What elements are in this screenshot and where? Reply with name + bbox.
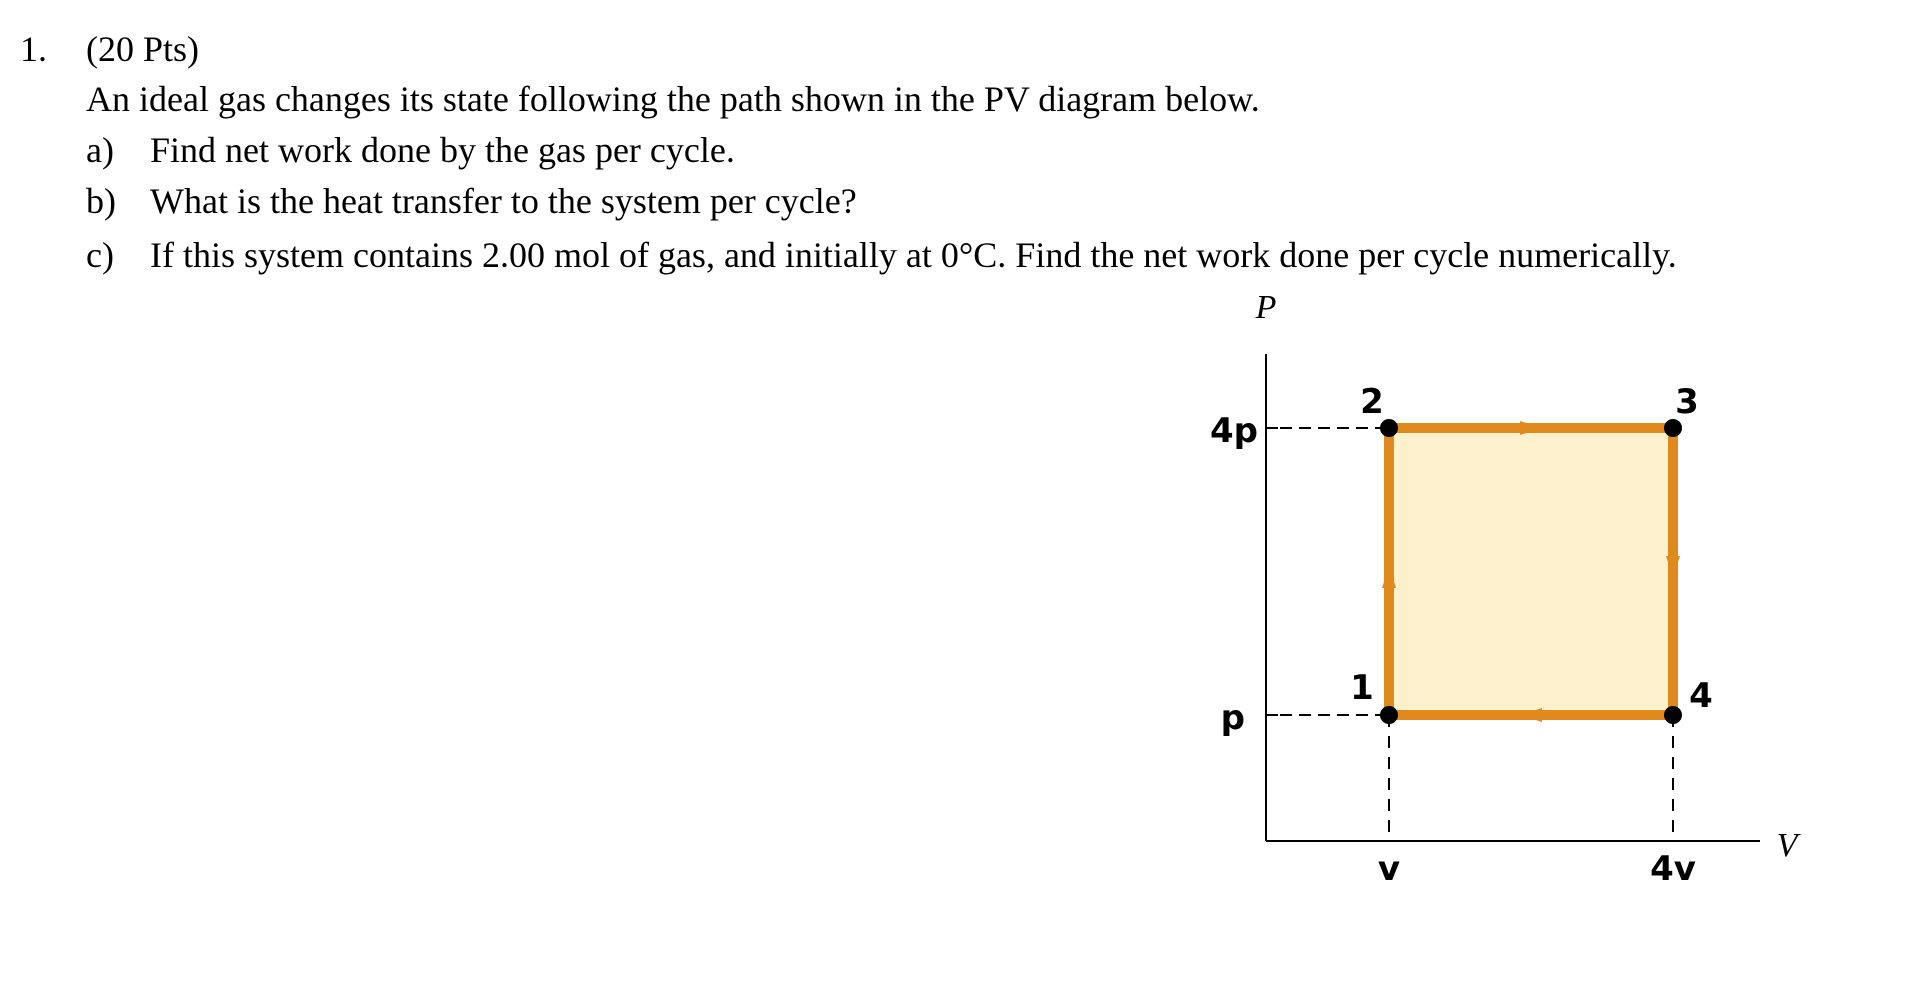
part-b-text: What is the heat transfer to the system per cycle? [150,181,857,221]
point-1-label: 1 [1350,668,1374,708]
part-b-label: b) [86,181,116,221]
v-axis-label: V [1776,827,1798,864]
point-4 [1664,706,1682,724]
x-tick-4v: 4v [1650,849,1696,889]
point-4-label: 4 [1689,676,1713,716]
part-c-label: c) [86,235,114,275]
y-tick-p: p [1220,698,1245,738]
point-1 [1380,706,1398,724]
part-a-label: a) [86,130,114,170]
part-a-text: Find net work done by the gas per cycle. [150,130,735,170]
question-intro: An ideal gas changes its state following the path shown in the PV diagram below. [86,79,1260,119]
x-tick-v: v [1377,849,1401,889]
point-3-label: 3 [1675,382,1699,422]
question-number: 1. [20,29,47,69]
p-axis-label: P [1255,289,1277,326]
part-c-text: If this system contains 2.00 mol of gas, and initially at 0°C. Find the net work done per cycle numerically. [150,235,1677,275]
y-tick-4p: 4p [1210,411,1258,451]
question-points: (20 Pts) [86,29,200,69]
point-2-label: 2 [1360,382,1384,422]
cycle-area [1389,428,1673,715]
